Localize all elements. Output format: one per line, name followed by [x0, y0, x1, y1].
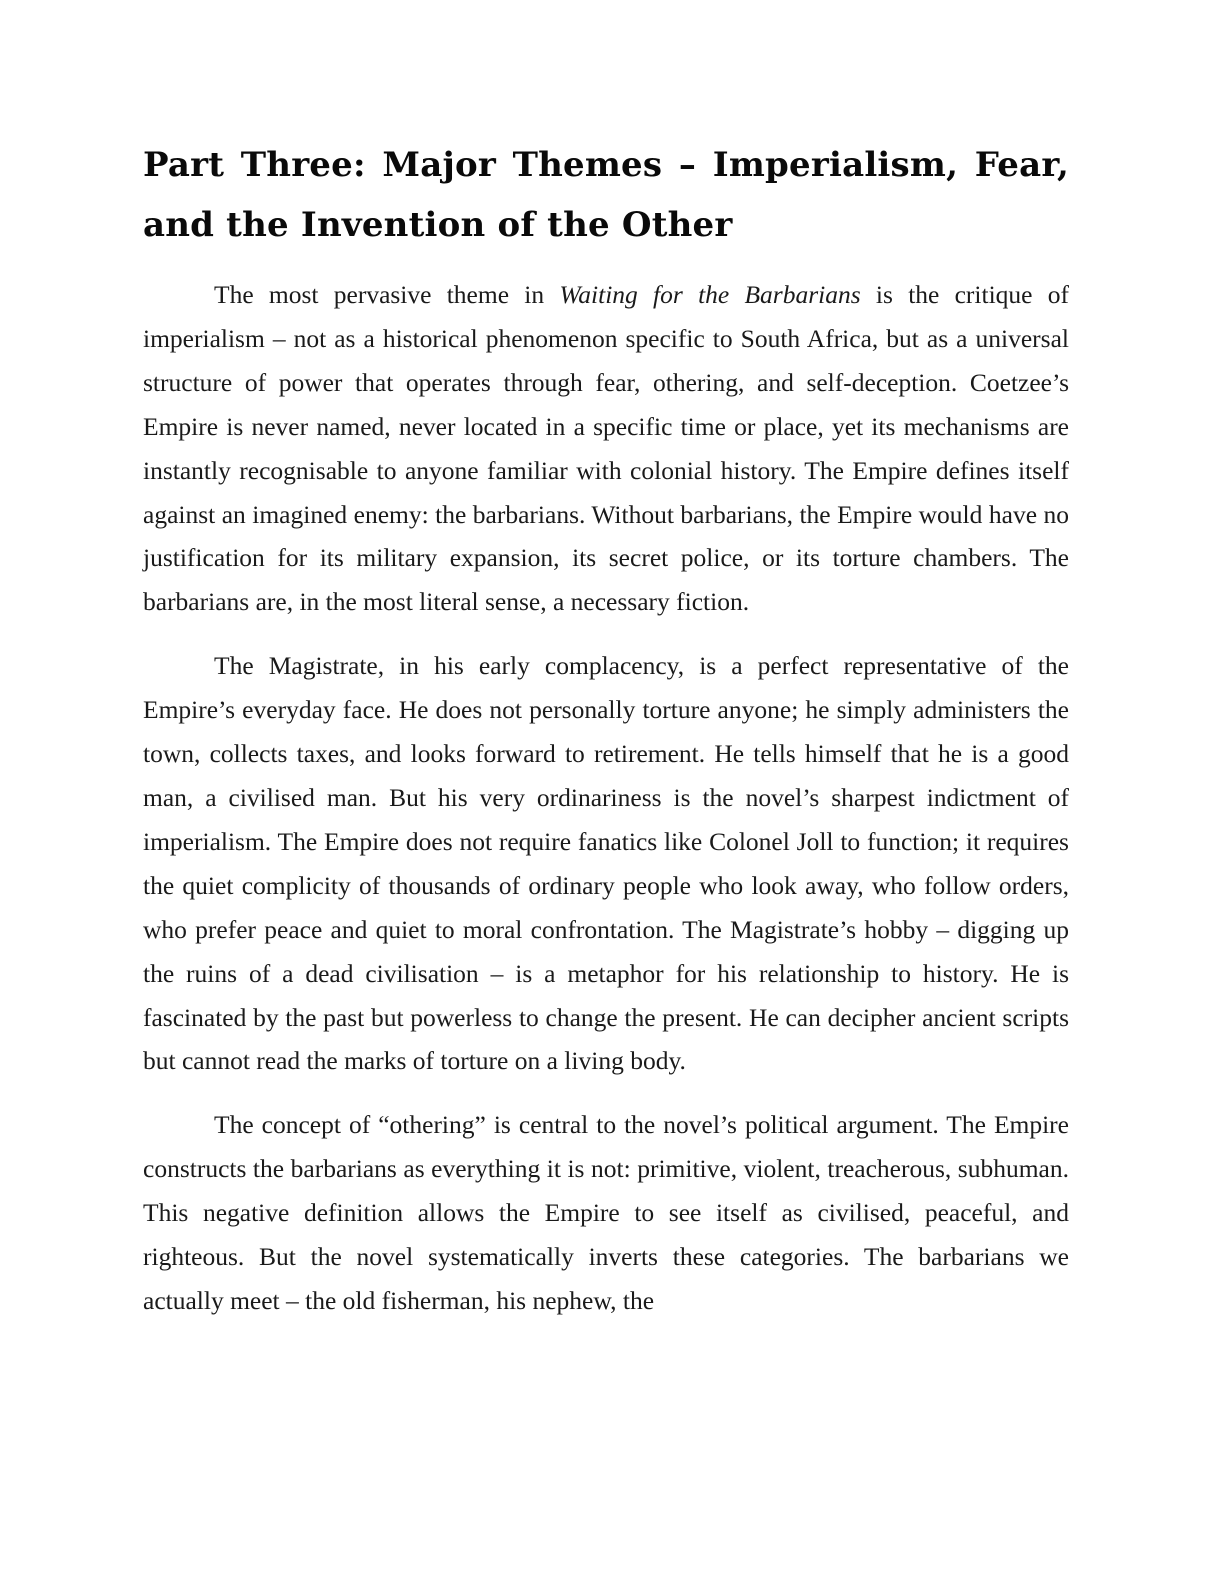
section-heading: Part Three: Major Themes – Imperialism, Fear, and the Invention of the Other: [143, 145, 1069, 245]
book-title: Waiting for the Barbarians: [559, 280, 861, 309]
paragraph-imperialism-critique: [143, 273, 1069, 624]
paragraph-text-lead: The most pervasive theme in: [214, 280, 560, 309]
paragraph-othering: The concept of “othering” is central to the novel’s political argument. The Empire constructs the barbarians as everything it is not: primitive, violent, treacherous, subhuman. This negative definition allows the Empire to see itself as civilised, peaceful, and righteous. But the novel systematically inverts these categories. The barbarians we actually meet – the old fisherman, his nephew, the: [143, 1110, 1069, 1315]
paragraph-magistrate: The Magistrate, in his early complacency, is a perfect representative of the Empire’s everyday face. He does not personally torture anyone; he simply administers the town, collects taxes, and looks forward to retirement. He tells himself that he is a good man, a civilised man. But his very ordinariness is the novel’s sharpest indictment of imperialism. The Empire does not require fanatics like Colonel Joll to function; it requires the quiet complicity of thousands of ordinary people who look away, who follow orders, who prefer peace and quiet to moral confrontation. The Magistrate’s hobby – digging up the ruins of a dead civilisation – is a metaphor for his relationship to history. He is fascinated by the past but powerless to change the present. He can decipher ancient scripts but cannot read the marks of torture on a living body.: [143, 651, 1069, 1076]
paragraph-text-rest: is the critique of imperialism – not as a historical phenomenon specific to South Africa, but as a universal structure of power that operates through fear, othering, and self-deception. Coetzee’s Empire is never named, never located in a specific time or place, yet its mechanisms are instantly recognisable to anyone familiar with colonial history. The Empire defines itself against an imagined enemy: the barbarians. Without barbarians, the Empire would have no justification for its military expansion, its secret police, or its torture chambers. The barbarians are, in the most literal sense, a necessary fiction.: [143, 280, 1069, 617]
document-page: [143, 135, 1069, 1343]
